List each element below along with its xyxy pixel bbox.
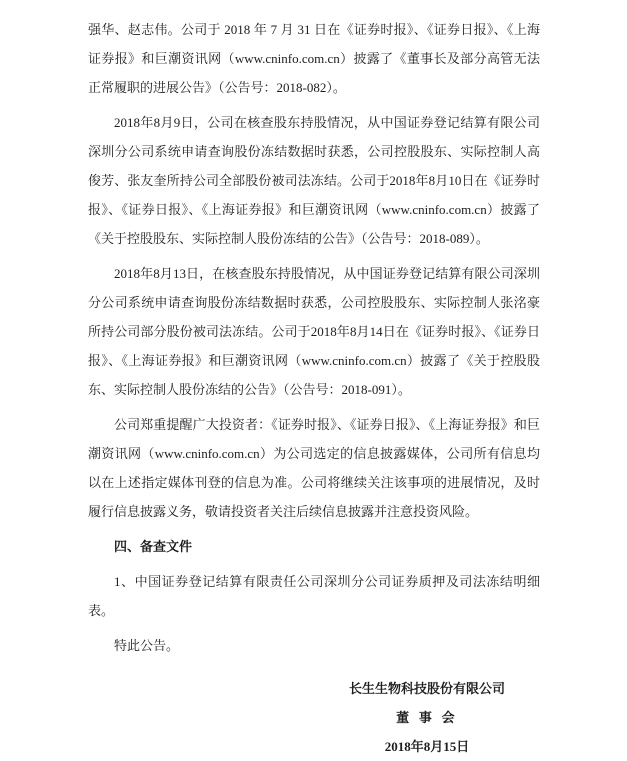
body-paragraph-investor-notice: 公司郑重提醒广大投资者：《证券时报》、《证券日报》、《上海证券报》和巨潮资讯网（www.cninfo.com.cn）为公司选定的信息披露媒体，公司所有信息均以在上述指定媒体刊登的信息为准。公司将继续关注该事项的进展情况，及时履行信息披露义务，敬请投资者关注后续信息披露并注意投资风险。 [88, 417, 540, 519]
signature-date: 2018年8月15日 [384, 739, 470, 754]
body-paragraph-freeze-aug9: 2018年8月9日，公司在核查股东持股情况，从中国证券登记结算有限公司深圳分公司系统申请查询股份冻结数据时获悉，公司控股股东、实际控制人高俊芳、张友奎所持公司全部股份被司法冻结。公司于2018年8月10日在《证券时报》、《证券日报》、《上海证券报》和巨潮资讯网（www.cninfo.com.cn）披露了《关于控股股东、实际控制人股份冻结的公告》（公告号：2018-089）。 [88, 115, 540, 246]
body-paragraph-continuation: 强华、赵志伟。公司于 2018 年 7 月 31 日在《证券时报》、《证券日报》、《上海证券报》和巨潮资讯网（www.cninfo.com.cn）披露了《董事长及部分高管无法正常履职的进展公告》（公告号：2018-082）。 [88, 22, 540, 95]
signature-company-name: 长生生物科技股份有限公司 [348, 681, 505, 696]
closing-statement: 特此公告。 [114, 638, 180, 653]
body-paragraph-freeze-aug13: 2018年8月13日，在核查股东持股情况，从中国证券登记结算有限公司深圳分公司系统申请查询股份冻结数据时获悉，公司控股股东、实际控制人张洺豪所持公司部分股份被司法冻结。公司于2018年8月14日在《证券时报》、《证券日报》、《上海证券报》和巨潮资讯网（www.cninfo.com.cn）披露了《关于控股股东、实际控制人股份冻结的公告》（公告号：2018-091）。 [88, 266, 540, 397]
list-item-reference-document-1: 1、中国证券登记结算有限责任公司深圳分公司证券质押及司法冻结明细表。 [88, 574, 540, 618]
signature-board-of-directors: 董 事 会 [396, 710, 458, 725]
section-heading-reference-documents: 四、备查文件 [114, 539, 193, 554]
signature-block [312, 674, 542, 761]
